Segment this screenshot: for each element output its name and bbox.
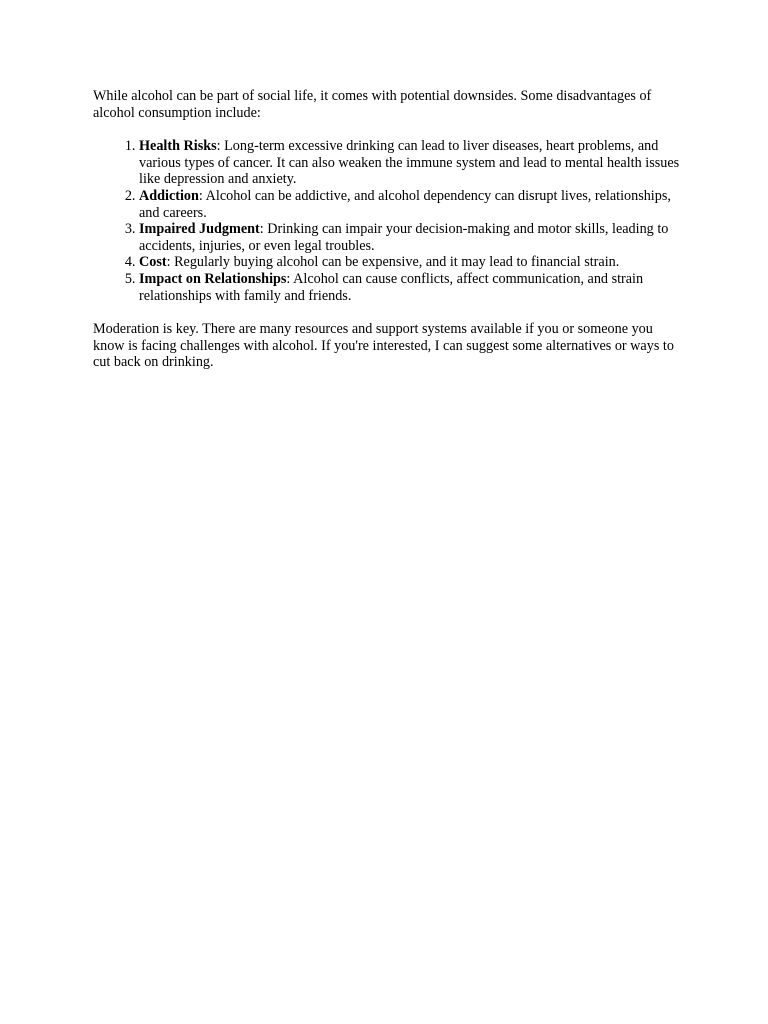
list-item-title: Cost	[139, 254, 167, 271]
list-item-title: Impact on Relationships	[139, 270, 287, 287]
list-item-impact-on-relationships	[139, 271, 683, 304]
list-item-title: Impaired Judgment	[139, 221, 260, 238]
disadvantages-list	[93, 138, 683, 304]
list-item-title: Addiction	[139, 187, 199, 204]
list-item-text: : Long-term excessive drinking can lead to liver diseases, heart problems, and various types of cancer. It can also weaken the immune system and lead to mental health issues like depression and anxiety.	[139, 138, 680, 188]
list-item-impaired-judgment	[139, 221, 683, 254]
intro-paragraph: While alcohol can be part of social life, it comes with potential downsides. Some disadvantages of alcohol consumption include:	[93, 88, 652, 121]
list-item-text: : Drinking can impair your decision-making and motor skills, leading to accidents, injuries, or even legal troubles.	[139, 221, 669, 254]
document-page	[93, 88, 683, 371]
list-item-addiction	[139, 188, 683, 221]
list-item-health-risks	[139, 138, 683, 188]
list-item-text: : Alcohol can cause conflicts, affect communication, and strain relationships with family and friends.	[139, 270, 644, 304]
list-item-title: Health Risks	[139, 138, 217, 155]
list-item-text: : Alcohol can be addictive, and alcohol dependency can disrupt lives, relationships, and careers.	[139, 187, 671, 221]
list-item-text: : Regularly buying alcohol can be expensive, and it may lead to financial strain.	[166, 254, 620, 271]
closing-paragraph: Moderation is key. There are many resources and support systems available if you or someone you know is facing challenges with alcohol. If you're interested, I can suggest some alternatives or ways to cut back on drinking.	[93, 321, 674, 371]
list-item-cost	[139, 254, 683, 271]
